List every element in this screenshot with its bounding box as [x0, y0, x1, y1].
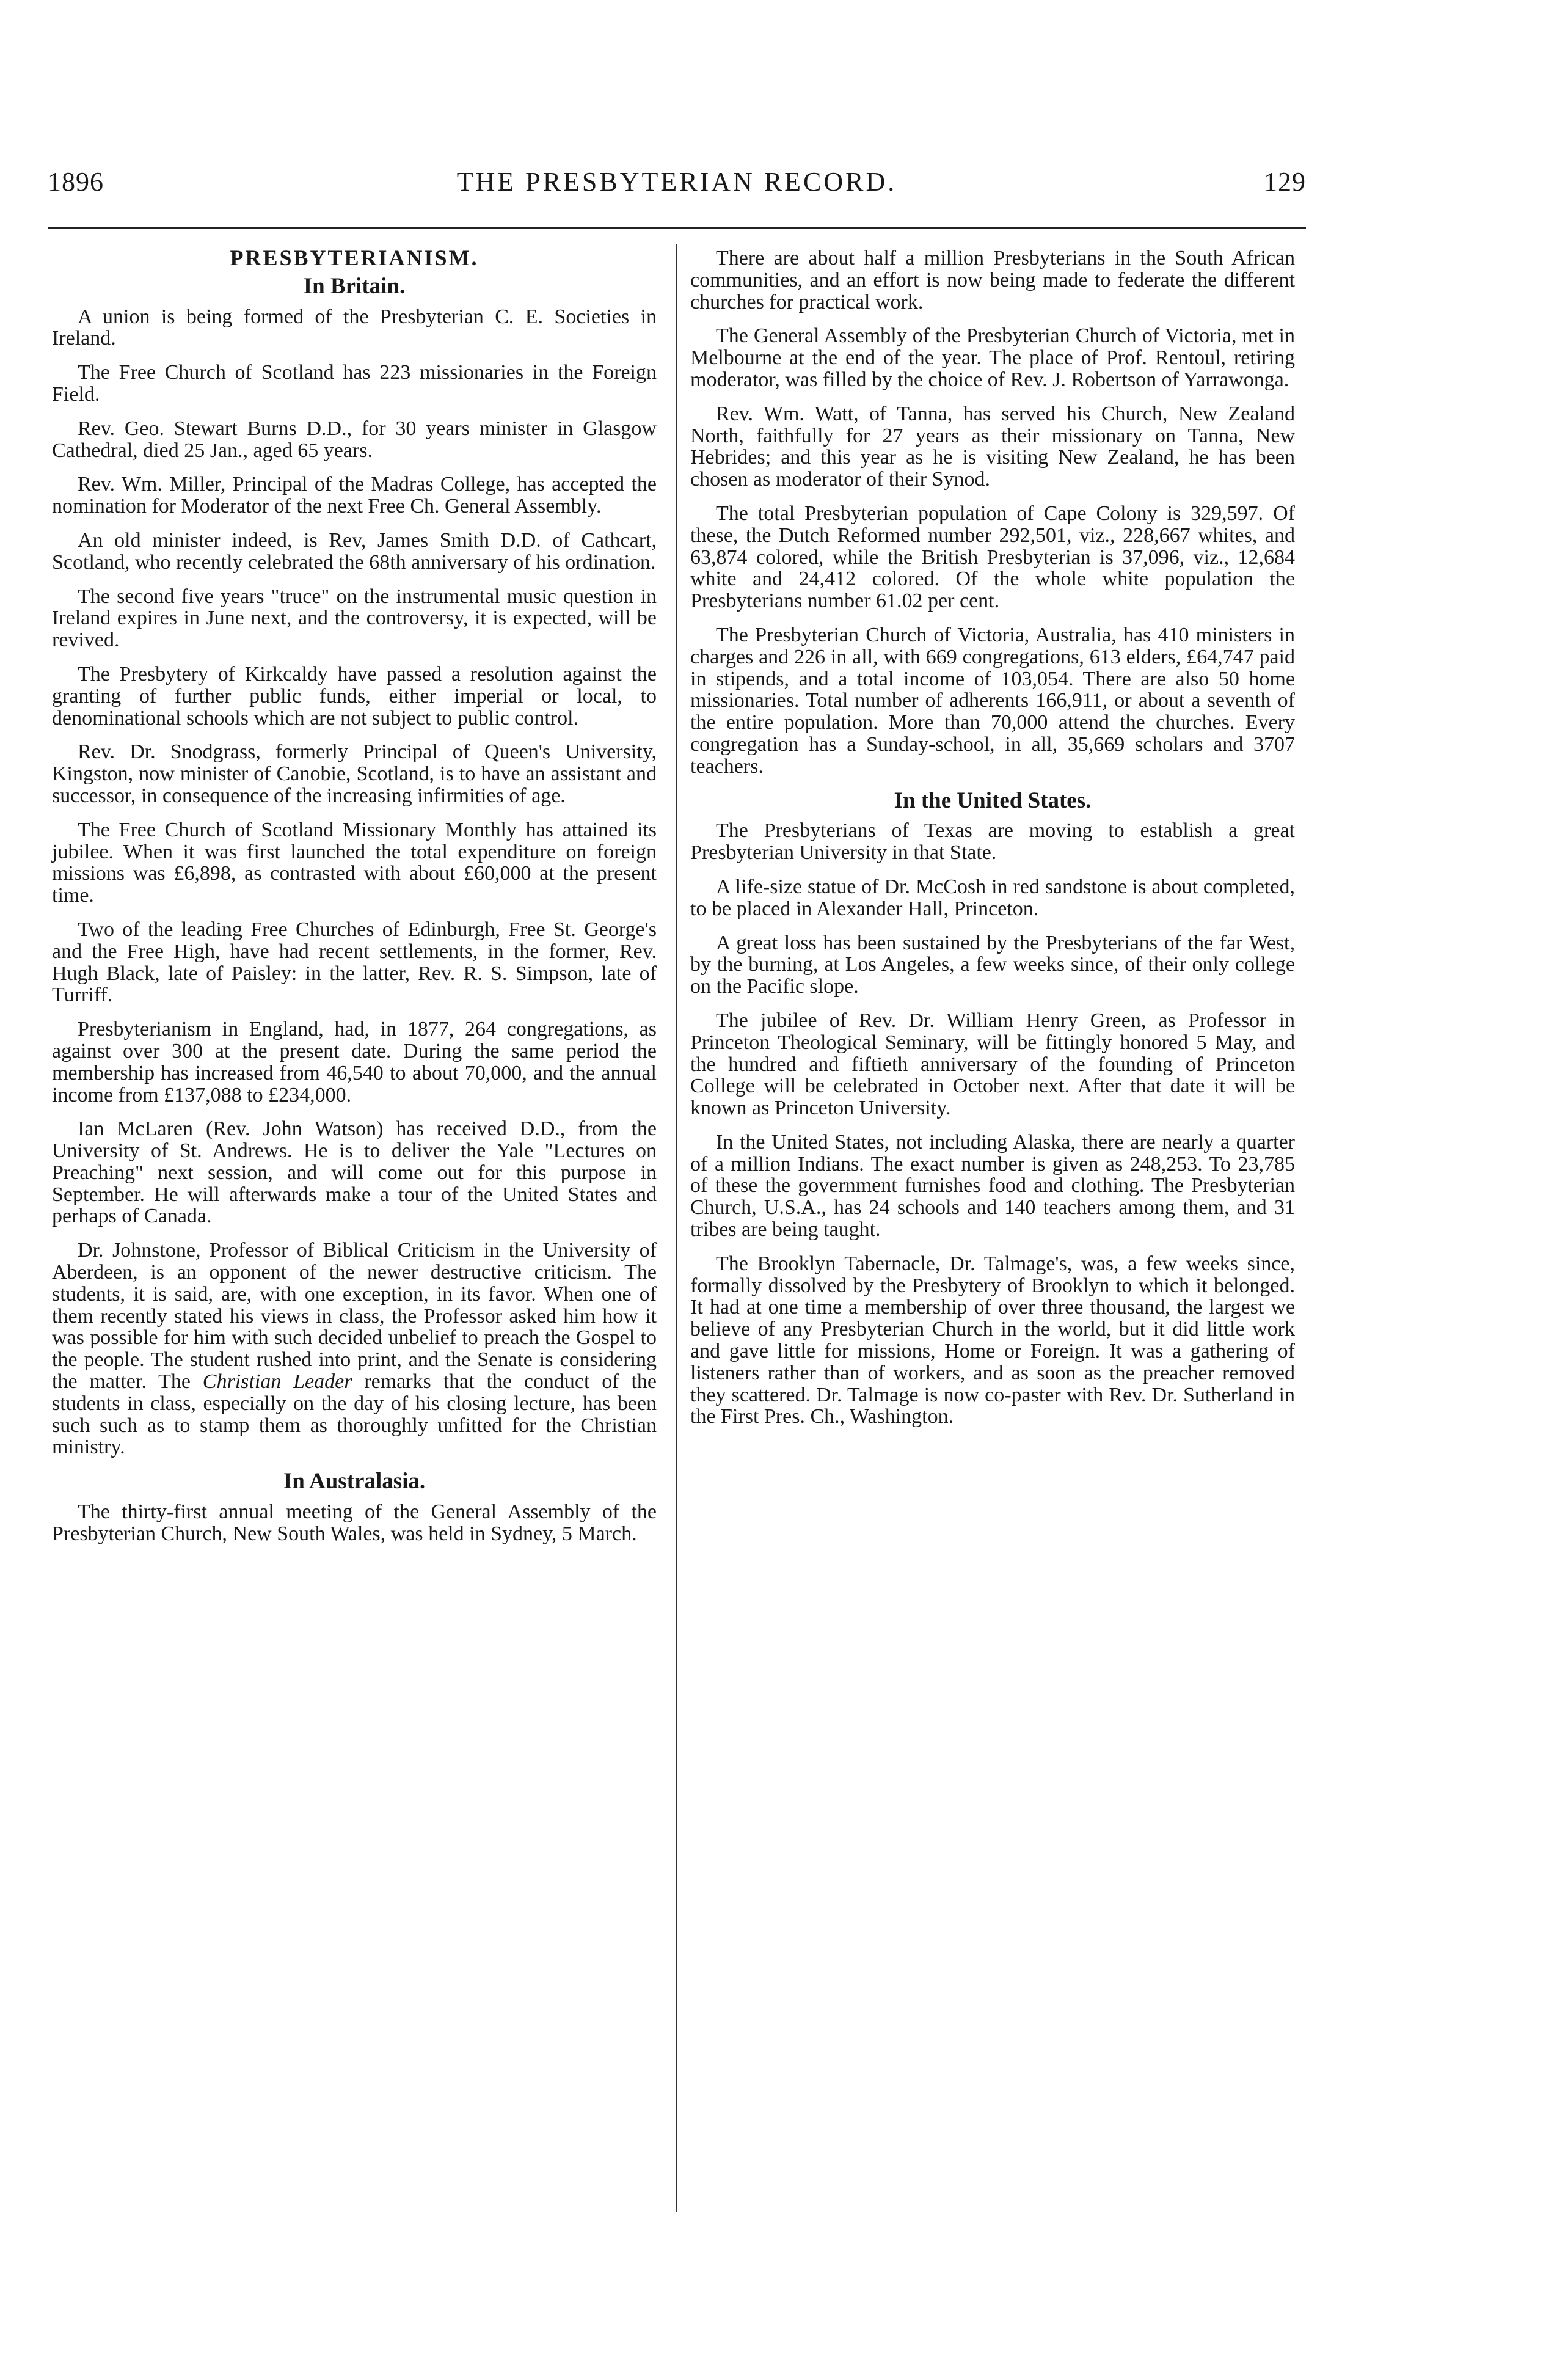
article-paragraph: In the United States, not including Alaska, there are nearly a quarter of a million Indians. The exact number is given as 248,253. To 23,785 of these the government furnishes food and clothing. The Presbyterian Church, U.S.A., has 24 schools and 140 teachers among them, and 31 tribes are being taught. [690, 1130, 1295, 1241]
article-paragraph: A union is being formed of the Presbyterian C. E. Societies in Ireland. [52, 305, 657, 350]
article-paragraph: The Presbyterian Church of Victoria, Australia, has 410 ministers in charges and 226 in all, with 669 congregations, 613 elders, £64,747 paid in stipends, and a total income of 103,054. There are also 50 home missionaries. Total number of adherents 166,911, or about a seventh of the entire population. More than 70,000 attend the churches. Every congregation has a Sunday-school, in all, 35,669 scholars and 3707 teachers. [690, 623, 1295, 778]
article-paragraph: The Free Church of Scotland Missionary Monthly has attained its jubilee. When it was first launched the total expenditure on foreign missions was £6,898, as contrasted with about £60,000 at the present time. [52, 818, 657, 907]
article-paragraph: The Presbyterians of Texas are moving to establish a great Presbyterian University in that State. [690, 819, 1295, 864]
article-paragraph: Ian McLaren (Rev. John Watson) has received D.D., from the University of St. Andrews. He is to deliver the Yale "Lectures on Preaching" next session, and will come out for this purpose in September. He will afterwards make a tour of the United States and perhaps of Canada. [52, 1117, 657, 1228]
article-paragraph: A life-size statue of Dr. McCosh in red sandstone is about completed, to be placed in Alexander Hall, Princeton. [690, 875, 1295, 920]
page-header [48, 166, 1306, 203]
article-paragraph: Two of the leading Free Churches of Edinburgh, Free St. George's and the Free High, have had recent settlements, in the former, Rev. Hugh Black, late of Paisley: in the latter, Rev. R. S. Simpson, late of Turriff. [52, 918, 657, 1007]
article-paragraph: The second five years "truce" on the instrumental music question in Ireland expires in June next, and the controversy, it is expected, will be revived. [52, 585, 657, 652]
header-page-number: 129 [1264, 167, 1306, 197]
column-divider [676, 244, 677, 2212]
article-paragraph: An old minister indeed, is Rev, James Smith D.D. of Cathcart, Scotland, who recently celebrated the 68th anniversary of his ordination. [52, 528, 657, 574]
article-paragraph [52, 1240, 657, 1458]
section-heading-britain: In Britain. [303, 273, 406, 299]
right-column [690, 247, 1295, 1440]
main-title: PRESBYTERIANISM. [230, 246, 479, 270]
article-paragraph: The General Assembly of the Presbyterian Church of Victoria, met in Melbourne at the end of the year. The place of Prof. Rentoul, retiring moderator, was filled by the choice of Rev. J. Robertson of Yarrawonga. [690, 324, 1295, 391]
article-paragraph: The Brooklyn Tabernacle, Dr. Talmage's, was, a few weeks since, formally dissolved by the Presbytery of Brooklyn to which it belonged. It had at one time a membership of over three thousand, the largest we believe of any Presbyterian Church in the world, but it did little work and gave little for missions, Home or Foreign. It was a gathering of listeners rather than of workers, and as soon as the preacher removed they scattered. Dr. Talmage is now co-paster with Rev. Dr. Sutherland in the First Pres. Ch., Washington. [690, 1252, 1295, 1428]
paragraph-text: remarks that the conduct of the students in class, especially on the day of his closing lecture, has been such such as to stamp them as thoroughly unfitted for the Christian ministry. [52, 1370, 657, 1459]
article-paragraph: Rev. Wm. Miller, Principal of the Madras College, has accepted the nomination for Moderator of the next Free Ch. General Assembly. [52, 473, 657, 518]
article-paragraph: The thirty-first annual meeting of the General Assembly of the Presbyterian Church, New South Wales, was held in Sydney, 5 March. [52, 1500, 657, 1545]
article-paragraph: The Presbytery of Kirkcaldy have passed a resolution against the granting of further public funds, either imperial or local, to denominational schools which are not subject to public control. [52, 662, 657, 729]
article-paragraph: Rev. Dr. Snodgrass, formerly Principal of Queen's University, Kingston, now minister of Canobie, Scotland, is to have an assistant and successor, in consequence of the increasing infirmities of age. [52, 740, 657, 807]
publication-title: Christian Leader [202, 1370, 352, 1394]
article-paragraph: A great loss has been sustained by the Presbyterians of the far West, by the burning, at Los Angeles, a few weeks since, of their only college on the Pacific slope. [690, 931, 1295, 998]
article-paragraph: The total Presbyterian population of Cape Colony is 329,597. Of these, the Dutch Reformed number 292,501, viz., 228,667 whites, and 63,874 colored, while the British Presbyterian is 37,096, viz., 12,684 white and 24,412 colored. Of the whole white population the Presbyterians number 61.02 per cent. [690, 502, 1295, 613]
section-heading-australasia: In Australasia. [283, 1469, 426, 1494]
article-paragraph: Rev. Geo. Stewart Burns D.D., for 30 years minister in Glasgow Cathedral, died 25 Jan., aged 65 years. [52, 417, 657, 462]
header-year: 1896 [48, 167, 104, 197]
paragraph-text: Dr. Johnstone, Professor of Biblical Criticism in the University of Aberdeen, is an opponent of the newer destructive criticism. The students, it is said, are, with one exception, in its favor. When one of them recently stated his views in class, the Professor asked him how it was possible for him with such decided unbelief to preach the Gospel to the people. The student rushed into print, and the Senate is considering the matter. The [52, 1239, 657, 1394]
left-column [52, 247, 657, 1557]
article-paragraph: The jubilee of Rev. Dr. William Henry Green, as Professor in Princeton Theological Seminary, will be fittingly honored 5 May, and the hundred and fiftieth anniversary of the founding of Princeton College will be celebrated in October next. After that date it will be known as Princeton University. [690, 1009, 1295, 1120]
article-paragraph: The Free Church of Scotland has 223 missionaries in the Foreign Field. [52, 361, 657, 406]
header-title: THE PRESBYTERIAN RECORD. [456, 167, 897, 197]
section-heading-united-states: In the United States. [894, 787, 1092, 813]
header-rule [48, 227, 1306, 229]
article-paragraph: Rev. Wm. Watt, of Tanna, has served his Church, New Zealand North, faithfully for 27 years as their missionary on Tanna, New Hebrides; and this year as he is visiting New Zealand, he has been chosen as moderator of their Synod. [690, 402, 1295, 491]
article-paragraph: Presbyterianism in England, had, in 1877, 264 congregations, as against over 300 at the present date. During the same period the membership has increased from 46,540 to about 70,000, and the annual income from £137,088 to £234,000. [52, 1018, 657, 1106]
article-paragraph: There are about half a million Presbyterians in the South African communities, and an effort is now being made to federate the different churches for practical work. [690, 247, 1295, 313]
